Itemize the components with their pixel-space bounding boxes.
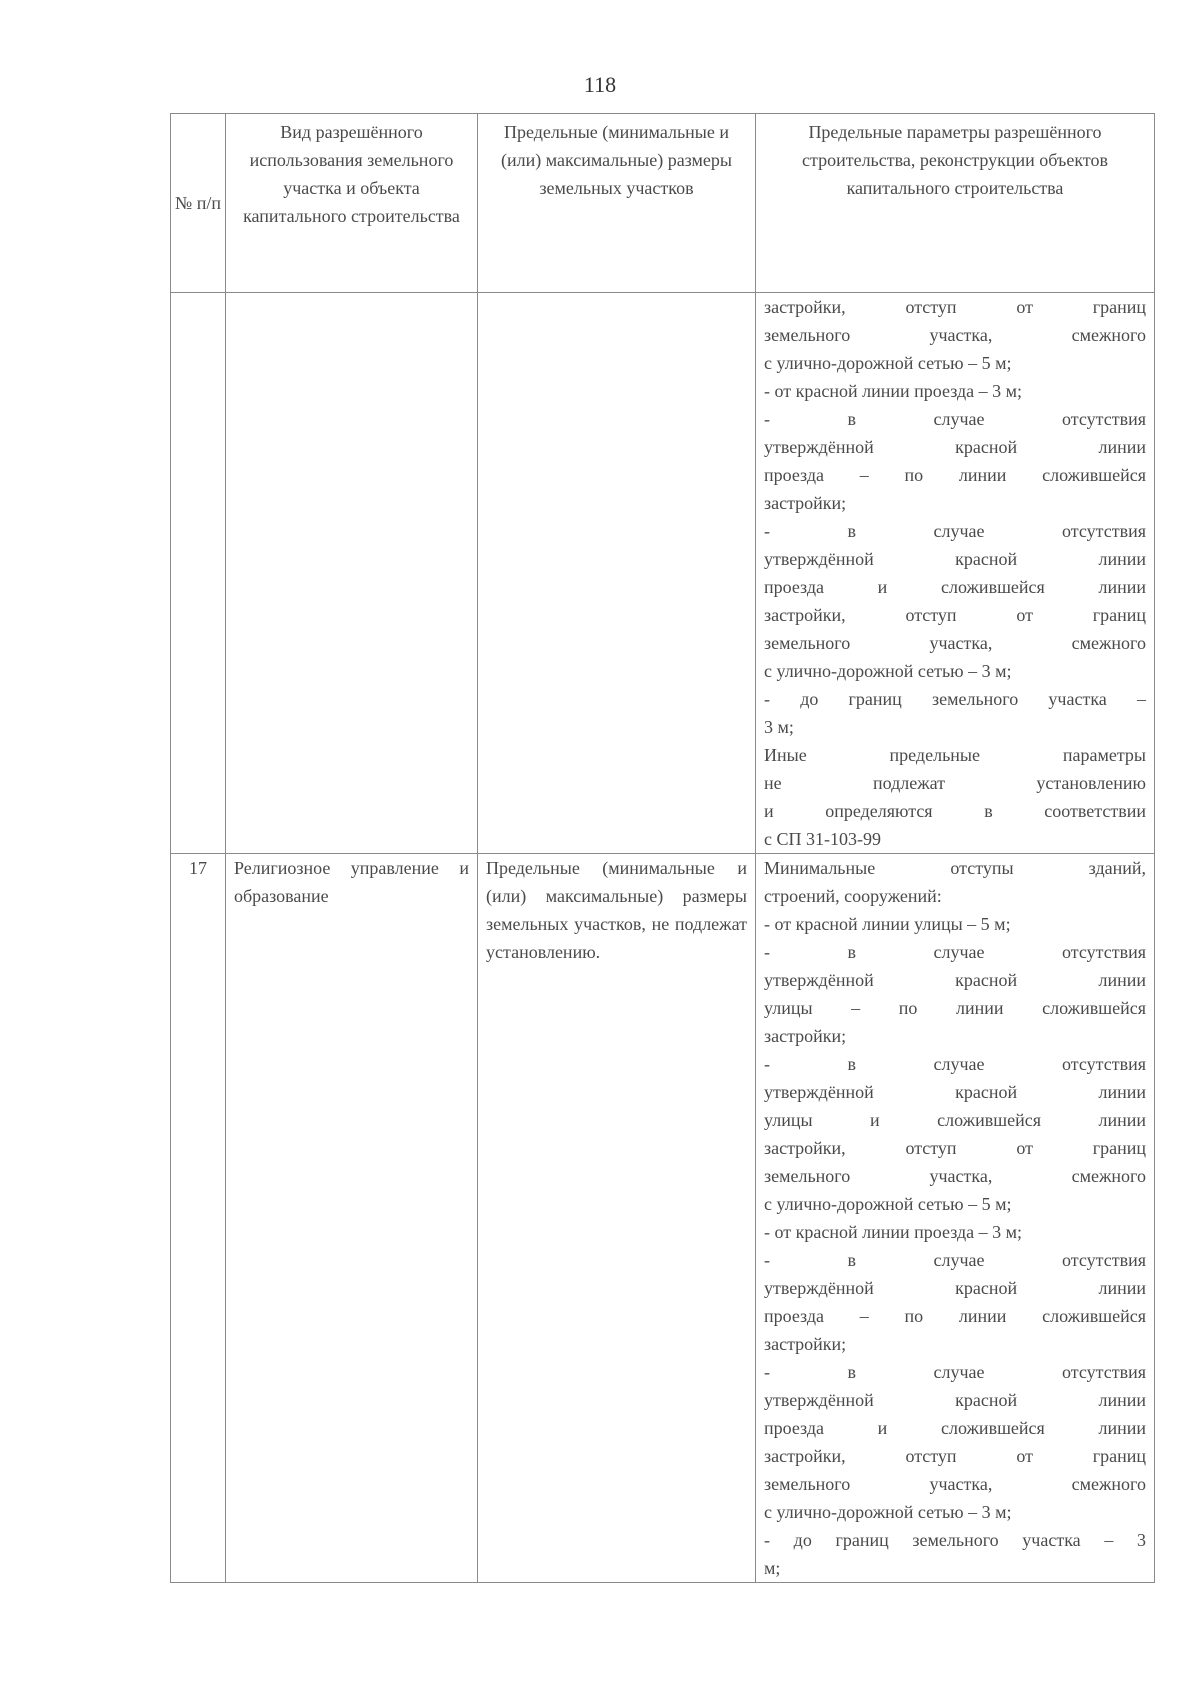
land-use-regulations-table — [170, 113, 1155, 1583]
params-line: проезда – по линии сложившейся — [764, 465, 1146, 485]
header-kind: Вид разрешённого использования земельного участка и объекта капитального строительства — [226, 114, 478, 293]
params-line: с СП 31-103-99 — [764, 829, 881, 849]
params-line: - в случае отсутствия — [764, 521, 1146, 541]
params-line: застройки, отступ от границ — [764, 297, 1146, 317]
params-line: Иные предельные параметры — [764, 745, 1146, 765]
params-line: - от красной линии улицы – 5 м; — [764, 914, 1011, 934]
table-row — [171, 293, 1155, 854]
row-num — [171, 293, 226, 854]
params-line: проезда и сложившейся линии — [764, 577, 1146, 597]
page-number: 118 — [583, 72, 617, 97]
params-line: проезда и сложившейся линии — [764, 1418, 1146, 1438]
params-line: с улично-дорожной сетью – 5 м; — [764, 353, 1012, 373]
params-line: с улично-дорожной сетью – 3 м; — [764, 1502, 1012, 1522]
params-line: земельного участка, смежного — [764, 1166, 1146, 1186]
params-line: - до границ земельного участка – — [764, 689, 1146, 709]
params-line: и определяются в соответствии — [764, 801, 1146, 821]
params-line: земельного участка, смежного — [764, 633, 1146, 653]
params-line: улицы – по линии сложившейся — [764, 998, 1146, 1018]
params-line: - в случае отсутствия — [764, 1250, 1146, 1270]
row-num: 17 — [171, 854, 226, 1583]
table-header-row — [171, 114, 1155, 293]
params-line: - в случае отсутствия — [764, 942, 1146, 962]
params-line: улицы и сложившейся линии — [764, 1110, 1146, 1130]
params-line: с улично-дорожной сетью – 5 м; — [764, 1194, 1012, 1214]
params-line: - от красной линии проезда – 3 м; — [764, 381, 1023, 401]
params-line: - в случае отсутствия — [764, 1362, 1146, 1382]
table-row — [171, 854, 1155, 1583]
params-line: земельного участка, смежного — [764, 325, 1146, 345]
header-size: Предельные (минимальные и (или) максимальные) размеры земельных участков — [478, 114, 756, 293]
row-size: Предельные (минимальные и (или) максимальные) размеры земельных участков, не подлежат установлению. — [478, 854, 756, 1583]
params-line: утверждённой красной линии — [764, 1390, 1146, 1410]
params-line: проезда – по линии сложившейся — [764, 1306, 1146, 1326]
params-line: утверждённой красной линии — [764, 437, 1146, 457]
params-line: - от красной линии проезда – 3 м; — [764, 1222, 1023, 1242]
params-line: застройки, отступ от границ — [764, 605, 1146, 625]
params-line: с улично-дорожной сетью – 3 м; — [764, 661, 1012, 681]
params-line: утверждённой красной линии — [764, 970, 1146, 990]
params-line: застройки; — [764, 493, 847, 513]
params-line: утверждённой красной линии — [764, 1278, 1146, 1298]
header-params: Предельные параметры разрешённого строительства, реконструкции объектов капитального строительства — [756, 114, 1155, 293]
header-num: № п/п — [171, 114, 226, 293]
params-line: м; — [764, 1558, 781, 1578]
params-line: Минимальные отступы зданий, — [764, 858, 1146, 878]
params-line: земельного участка, смежного — [764, 1474, 1146, 1494]
row-size — [478, 293, 756, 854]
params-line: утверждённой красной линии — [764, 1082, 1146, 1102]
params-line: застройки; — [764, 1026, 847, 1046]
params-line: - в случае отсутствия — [764, 409, 1146, 429]
params-line: - в случае отсутствия — [764, 1054, 1146, 1074]
params-line: утверждённой красной линии — [764, 549, 1146, 569]
params-line: - до границ земельного участка – 3 — [764, 1530, 1146, 1550]
params-line: не подлежат установлению — [764, 773, 1146, 793]
row-params — [756, 293, 1155, 854]
params-line: застройки, отступ от границ — [764, 1446, 1146, 1466]
row-params — [756, 854, 1155, 1583]
params-line: застройки; — [764, 1334, 847, 1354]
row-kind — [226, 293, 478, 854]
row-kind: Религиозное управление и образование — [226, 854, 478, 1583]
params-line: строений, сооружений: — [764, 886, 942, 906]
params-line: застройки, отступ от границ — [764, 1138, 1146, 1158]
params-line: 3 м; — [764, 717, 794, 737]
